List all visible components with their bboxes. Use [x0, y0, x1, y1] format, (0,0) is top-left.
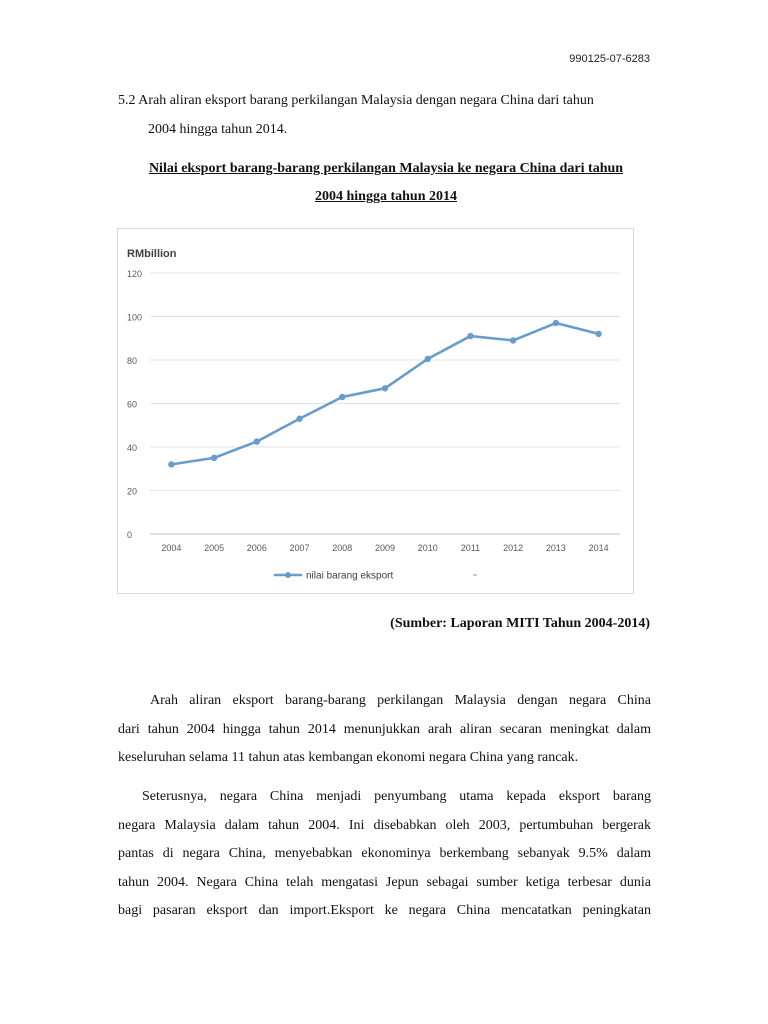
paragraph-2-line: Seterusnya, negara China menjadi penyumbang utama kepada eksport barang: [142, 789, 651, 804]
data-point: [339, 394, 345, 400]
section-heading-line-2: 2004 hingga tahun 2014.: [148, 122, 288, 137]
paragraph-1: [118, 687, 651, 773]
section-heading-line-1: 5.2 Arah aliran eksport barang perkilangan Malaysia dengan negara China dari tahun: [118, 93, 594, 108]
line-chart: [118, 229, 633, 593]
y-axis-label: RMbillion: [127, 248, 177, 260]
x-tick-label: 2012: [503, 543, 524, 553]
paragraph-1-line: dari tahun 2004 hingga tahun 2014 menunjukkan arah aliran secaran meningkat dalam: [118, 721, 651, 737]
y-tick-label: 20: [127, 486, 138, 497]
x-tick-label: 2008: [332, 543, 353, 553]
legend-marker: [285, 572, 291, 578]
data-point: [425, 356, 431, 362]
chart-container: [117, 228, 634, 594]
x-tick-label: 2005: [204, 543, 225, 553]
chart-caption-line-1: [110, 161, 662, 177]
data-point: [168, 461, 174, 467]
x-tick-label: 2009: [374, 543, 396, 553]
paragraph-1-line: keseluruhan selama 11 tahun atas kembangan ekonomi negara China yang rancak.: [118, 750, 579, 765]
paragraph-2: [118, 783, 651, 926]
chart-source: (Sumber: Laporan MITI Tahun 2004-2014): [390, 616, 650, 631]
x-tick-label: 2007: [289, 543, 310, 553]
x-tick-label: 2010: [417, 543, 438, 553]
x-tick-label: 2004: [161, 543, 182, 553]
data-point: [510, 337, 516, 343]
x-tick-label: 2006: [246, 543, 267, 553]
paragraph-2-line: tahun 2004. Negara China telah mengatasi Jepun sebagai sumber ketiga terbesar dunia: [118, 874, 651, 890]
legend-label: nilai barang eksport: [306, 570, 394, 582]
x-tick-label: 2013: [545, 543, 566, 553]
series-line: [171, 323, 598, 464]
y-tick-label: 60: [127, 399, 138, 410]
chart-caption-text-2: 2004 hingga tahun 2014: [315, 189, 457, 204]
y-tick-label: 100: [127, 312, 143, 323]
paragraph-1-line: Arah aliran eksport barang-barang perkilangan Malaysia dengan negara China: [150, 693, 651, 708]
data-point: [595, 331, 601, 337]
data-point: [211, 455, 217, 461]
data-point: [296, 416, 302, 422]
x-tick-label: 2011: [460, 543, 481, 553]
x-tick-label: 2014: [588, 543, 609, 553]
y-tick-label: 0: [127, 530, 133, 540]
data-point: [467, 333, 473, 339]
document-id: 990125-07-6283: [569, 53, 650, 65]
legend-placeholder-marker: [473, 574, 477, 576]
chart-caption-text-1: Nilai eksport barang-barang perkilangan Malaysia ke negara China dari tahun: [148, 161, 624, 176]
y-tick-label: 120: [127, 269, 143, 279]
chart-caption-line-2: [110, 189, 662, 205]
paragraph-2-line: negara Malaysia dalam tahun 2004. Ini disebabkan oleh 2003, pertumbuhan bergerak: [118, 817, 651, 833]
y-tick-label: 80: [127, 356, 138, 366]
paragraph-2-line: bagi pasaran eksport dan import.Eksport ke negara China mencatatkan peningkatan: [118, 903, 651, 918]
data-point: [382, 385, 388, 391]
data-point: [254, 438, 260, 444]
data-point: [553, 320, 559, 326]
y-tick-label: 40: [127, 443, 138, 453]
paragraph-2-line: pantas di negara China, menyebabkan ekonominya berkembang sebanyak 9.5% dalam: [118, 846, 651, 861]
